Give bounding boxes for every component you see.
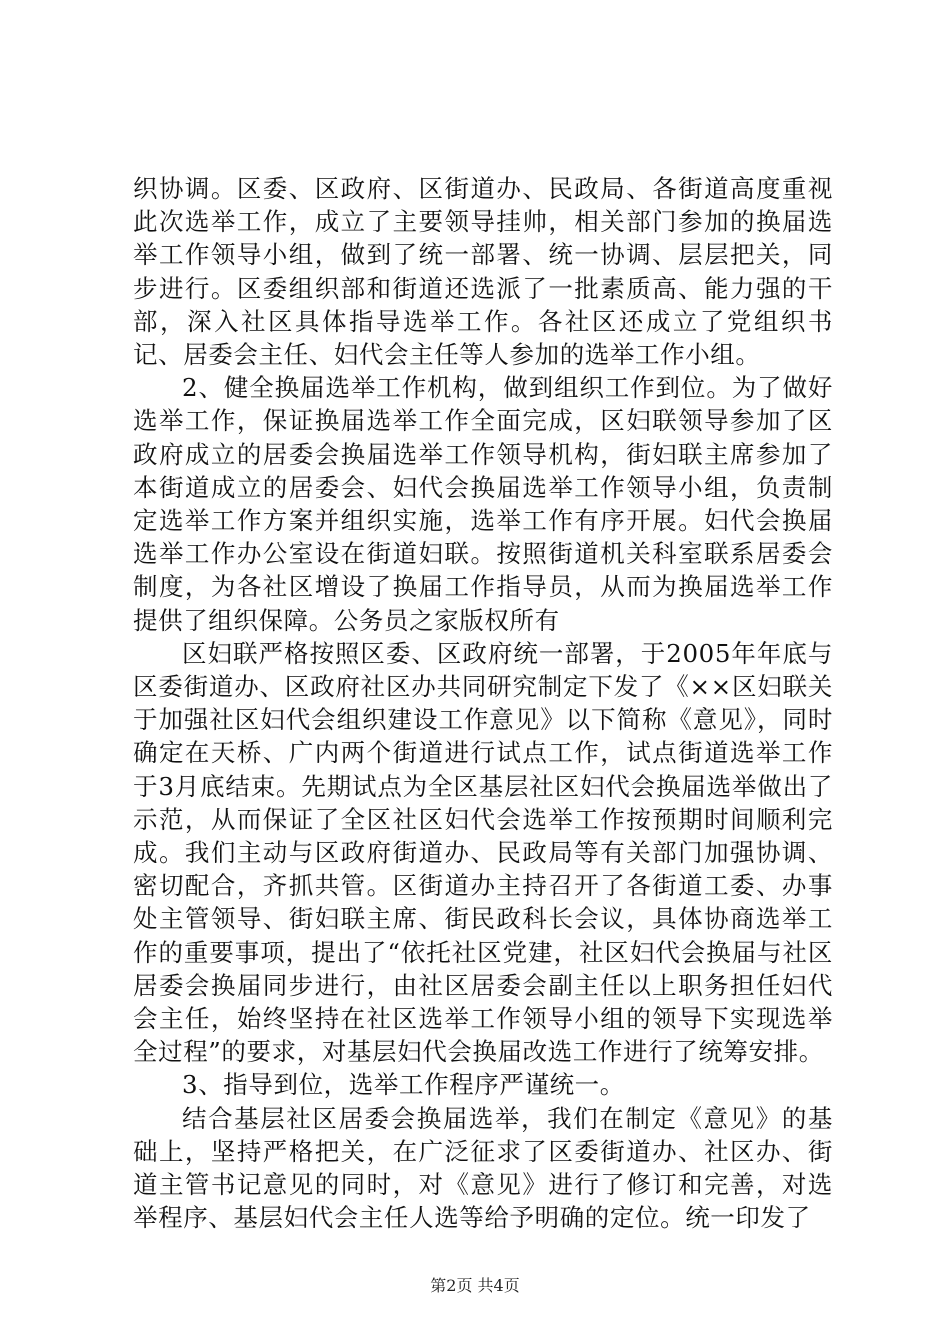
paragraph-2: 2、健全换届选举工作机构，做到组织工作到位。为了做好选举工作，保证换届选举工作全面完成，区妇联领导参加了区政府成立的居委会换届选举工作领导机构，街妇联主席参加了本街道成立的居委会、妇代会换届选举工作领导小组，负责制定选举工作方案并组织实施，选举工作有序开展。妇代会换届选举工作办公室设在街道妇联。按照街道机关科室联系居委会制度，为各社区增设了换届工作指导员，从而为换届选举工作提供了组织保障。公务员之家版权所有 xyxy=(133,373,833,635)
page-number-footer: 第2页 共4页 xyxy=(430,1276,520,1295)
document-body xyxy=(133,172,833,1235)
paragraph-1: 织协调。区委、区政府、区街道办、民政局、各街道高度重视此次选举工作，成立了主要领导挂帅，相关部门参加的换届选举工作领导小组，做到了统一部署、统一协调、层层把关，同步进行。区委组织部和街道还选派了一批素质高、能力强的干部，深入社区具体指导选举工作。各社区还成立了党组织书记、居委会主任、妇代会主任等人参加的选举工作小组。 xyxy=(133,174,833,370)
paragraph-4: 3、指导到位，选举工作程序严谨统一。 xyxy=(182,1070,625,1100)
paragraph-5: 结合基层社区居委会换届选举，我们在制定《意见》的基础上，坚持严格把关，在广泛征求了区委街道办、社区办、街道主管书记意见的同时，对《意见》进行了修订和完善，对选举程序、基层妇代会主任人选等给予明确的定位。统一印发了 xyxy=(133,1103,833,1233)
paragraph-3: 区妇联严格按照区委、区政府统一部署，于2005年年底与区委街道办、区政府社区办共同研究制定下发了《××区妇联关于加强社区妇代会组织建设工作意见》以下简称《意见》，同时确定在天桥、广内两个街道进行试点工作，试点街道选举工作于3月底结束。先期试点为全区基层社区妇代会换届选举做出了示范，从而保证了全区社区妇代会选举工作按预期时间顺利完成。我们主动与区政府街道办、民政局等有关部门加强协调、密切配合，齐抓共管。区街道办主持召开了各街道工委、办事处主管领导、街妇联主席、街民政科长会议，具体协商选举工作的重要事项，提出了“依托社区党建，社区妇代会换届与社区居委会换届同步进行，由社区居委会副主任以上职务担任妇代会主任，始终坚持在社区选举工作领导小组的领导下实现选举全过程”的要求，对基层妇代会换届改选工作进行了统筹安排。 xyxy=(133,638,833,1067)
